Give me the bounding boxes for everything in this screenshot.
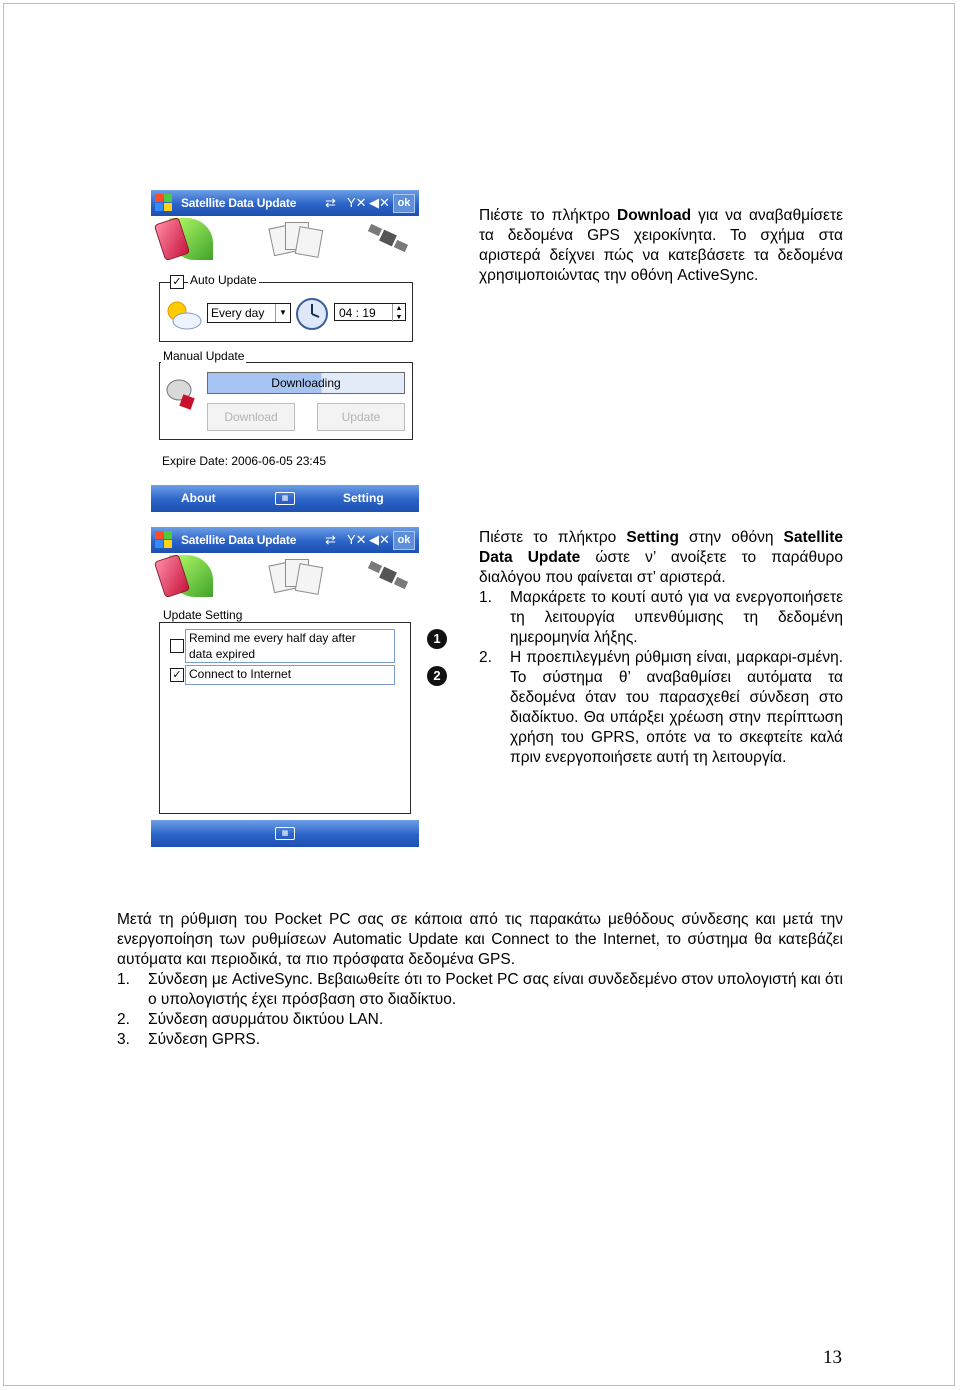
sync-arrows-icon[interactable]: ⇄ [325,532,336,547]
title-bar [151,190,419,216]
text2-mid: στην οθόνη [678,529,784,546]
list-text: Μαρκάρετε το κουτί αυτό για να ενεργοποιήσετε τη λειτουργία υπενθύμισης τη δεδομένη ημερομηνία λήξης. [510,589,843,646]
update-setting-legend: Update Setting [163,608,243,622]
expire-date-text: Expire Date: 2006-06-05 23:45 [162,454,327,468]
list-item [479,648,843,768]
title-bar [151,527,419,553]
clock-icon [294,296,330,332]
remind-label-line2: data expired [189,647,256,661]
satellite-icon [367,559,411,593]
callout-1-badge: 1 [427,629,447,649]
remind-label-line1: Remind me every half day after [189,631,356,645]
list-number: 1. [117,971,130,988]
list-item [117,970,843,1010]
about-menu[interactable]: About [181,491,216,505]
time-spin-arrows-icon[interactable]: ▲ ▼ [392,304,405,322]
keyboard-icon[interactable]: ▦ [275,827,295,840]
ok-button[interactable]: ok [393,531,415,550]
time-value: 04 : 19 [339,306,376,320]
setting-keyword: Setting [626,529,679,546]
menu-bar [151,485,419,512]
progress-text: Downloading [271,376,341,390]
list-number: 3. [117,1031,130,1048]
list-item [479,588,843,648]
download-progress-bar [207,372,405,394]
windows-start-icon[interactable] [155,194,173,212]
auto-update-checkbox[interactable]: ✓ [170,275,184,289]
list-number: 1. [479,589,492,606]
documents-icon [271,555,317,595]
list-number: 2. [479,649,492,666]
list-text: Σύνδεση με ActiveSync. Βεβαιωθείτε ότι το Pocket PC σας είναι συνδεδεμένο στον υπολογιστή και ότι ο υπολογιστής έχει πρόσβαση στο διαδίκτυο. [148,971,843,1008]
callout-2-badge: 2 [427,666,447,686]
satellite-icon [367,222,411,256]
speaker-muted-icon[interactable]: ◀✕ [369,532,390,547]
satellite-dish-icon [163,374,203,414]
menu-bar [151,820,419,847]
list-item [117,1030,843,1050]
text1-post: για να αναβαθμίσετε τα δεδομένα GPS χειροκίνητα. Το σχήμα στα αριστερά δείχνει πώς να κατεβάσετε τα δεδομένα χρησιμοποιώντας την οθόνη ActiveSync. [479,207,843,284]
signal-off-icon[interactable]: Y✕ [347,532,367,547]
text2-post: ώστε ν’ ανοίξετε το παράθυρο διαλόγου που φαίνεται στ’ αριστερά. [479,549,843,586]
window-title: Satellite Data Update [181,533,297,547]
screen-name-keyword: Satellite Data Update [479,529,843,566]
window-title: Satellite Data Update [181,196,297,210]
update-button[interactable]: Update [317,403,405,431]
setting-instructions [479,528,843,768]
header-banner [151,553,419,597]
list-number: 2. [117,1011,130,1028]
ok-button[interactable]: ok [393,194,415,213]
download-button[interactable]: Download [207,403,295,431]
dropdown-arrow-icon[interactable]: ▼ [275,304,290,322]
satellite-data-update-screen-download [151,190,419,512]
header-banner [151,216,419,260]
frequency-value: Every day [211,306,265,320]
text2-pre: Πιέστε το πλήκτρο [479,529,627,546]
time-input[interactable] [334,303,406,321]
list-item [117,1010,843,1030]
download-keyword: Download [617,207,692,224]
connection-methods [117,910,843,1050]
weather-sun-cloud-icon [163,297,203,333]
connect-internet-label: Connect to Internet [189,667,292,681]
remind-checkbox[interactable] [170,639,184,653]
auto-update-label: Auto Update [190,273,257,287]
setting-menu[interactable]: Setting [343,491,384,505]
sync-arrows-icon[interactable]: ⇄ [325,195,336,210]
signal-off-icon[interactable]: Y✕ [347,195,367,210]
satellite-data-update-screen-settings [151,527,419,847]
list-text: Σύνδεση ασυρμάτου δικτύου LAN. [148,1011,384,1028]
speaker-muted-icon[interactable]: ◀✕ [369,195,390,210]
windows-start-icon[interactable] [155,531,173,549]
text1-pre: Πιέστε το πλήκτρο [479,207,618,224]
connection-intro: Μετά τη ρύθμιση του Pocket PC σας σε κάποια από τις παρακάτω μεθόδους σύνδεσης και μετά την ενεργοποίηση των ρυθμίσεων Automatic Update και Connect to the Internet, το σύστημα θα κατεβάζει αυτόματα και περιοδικά, τα πιο πρόσφατα δεδομένα GPS. [117,911,843,968]
keyboard-icon[interactable]: ▦ [275,492,295,505]
manual-update-legend: Manual Update [163,349,245,363]
page-number: 13 [823,1347,842,1368]
list-text: Η προεπιλεγμένη ρύθμιση είναι, μαρκαρι-σμένη. Το σύστημα θ’ αναβαθμίσει αυτόματα τα δεδομένα όταν του παρασχεθεί σύνδεση στο διαδίκτυο. Θα υπάρξει χρέωση στην περίπτωση χρήση του GPRS, οπότε να το σκεφτείτε καλά πριν ενεργοποιήσετε αυτή τη λειτουργία. [510,649,843,766]
download-instructions [479,206,843,286]
list-text: Σύνδεση GPRS. [148,1031,261,1048]
connect-internet-checkbox[interactable]: ✓ [170,668,184,682]
frequency-select[interactable] [207,303,291,323]
documents-icon [271,218,317,258]
